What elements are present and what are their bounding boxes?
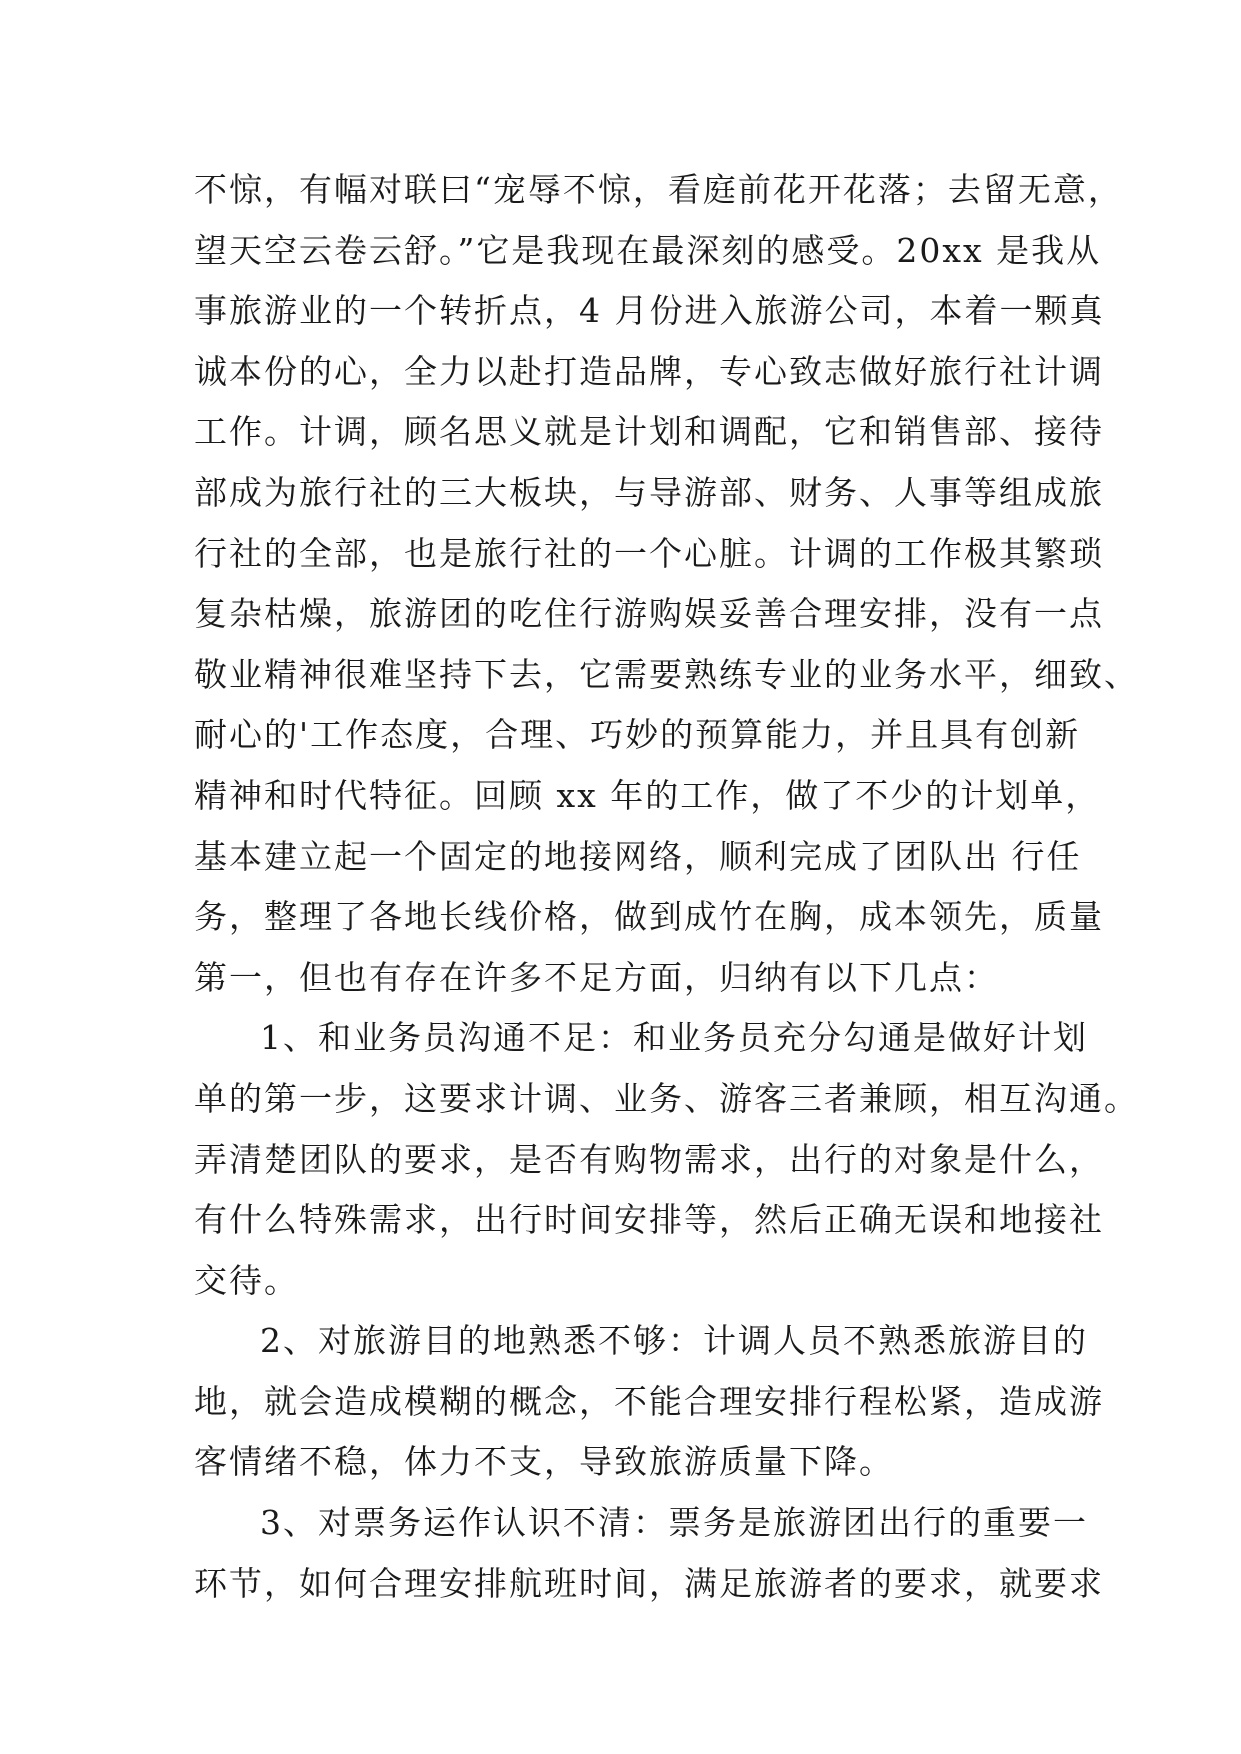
text-line: 不惊，有幅对联曰“宠辱不惊，看庭前花开花落；去留无意， <box>194 170 1123 209</box>
text-line: 务，整理了各地长线价格，做到成竹在胸，成本领先，质量 <box>194 897 1104 937</box>
text-line: 望天空云卷云舒。”它是我现在最深刻的感受。20xx 是我从 <box>194 230 1102 270</box>
text-line: 基本建立起一个固定的地接网络，顺利完成了团队出 行任 <box>194 836 1082 876</box>
text-line: 精神和时代特征。回顾 xx 年的工作，做了不少的计划单， <box>194 775 1101 815</box>
text-line: 地，就会造成模糊的概念，不能合理安排行程松紧，造成游 <box>194 1381 1104 1421</box>
body-text <box>194 160 1139 1614</box>
text-line: 耐心的'工作态度，合理、巧妙的预算能力，并且具有创新 <box>194 715 1081 755</box>
text-line: 单的第一步，这要求计调、业务、游客三者兼顾，相互沟通。 <box>194 1078 1139 1118</box>
list-item-2-first-line: 2、对旅游目的地熟悉不够：计调人员不熟悉旅游目的 <box>260 1321 1088 1361</box>
list-item-1-first-line: 1、和业务员沟通不足：和业务员充分勾通是做好计划 <box>260 1018 1088 1058</box>
text-line: 事旅游业的一个转折点，4 月份进入旅游公司，本着一颗真 <box>194 291 1105 331</box>
text-line: 敬业精神很难坚持下去，它需要熟练专业的业务水平，细致、 <box>194 654 1139 694</box>
text-line: 第一，但也有存在许多不足方面，归纳有以下几点： <box>194 957 999 997</box>
text-line: 工作。计调，顾名思义就是计划和调配，它和销售部、接待 <box>194 412 1104 452</box>
text-line: 客情绪不稳，体力不支，导致旅游质量下降。 <box>194 1442 894 1482</box>
text-line: 有什么特殊需求，出行时间安排等，然后正确无误和地接社 <box>194 1200 1104 1240</box>
text-line: 行社的全部，也是旅行社的一个心脏。计调的工作极其繁琐 <box>194 533 1104 573</box>
text-line: 交待。 <box>194 1260 299 1300</box>
text-line: 诚本份的心，全力以赴打造品牌，专心致志做好旅行社计调 <box>194 351 1104 391</box>
text-line: 复杂枯燥，旅游团的吃住行游购娱妥善合理安排，没有一点 <box>194 594 1104 634</box>
list-item-3-first-line: 3、对票务运作认识不清：票务是旅游团出行的重要一 <box>260 1503 1088 1543</box>
text-line: 环节，如何合理安排航班时间，满足旅游者的要求，就要求 <box>194 1563 1104 1603</box>
text-line: 弄清楚团队的要求，是否有购物需求，出行的对象是什么， <box>194 1139 1104 1179</box>
text-line: 部成为旅行社的三大板块，与导游部、财务、人事等组成旅 <box>194 472 1104 512</box>
